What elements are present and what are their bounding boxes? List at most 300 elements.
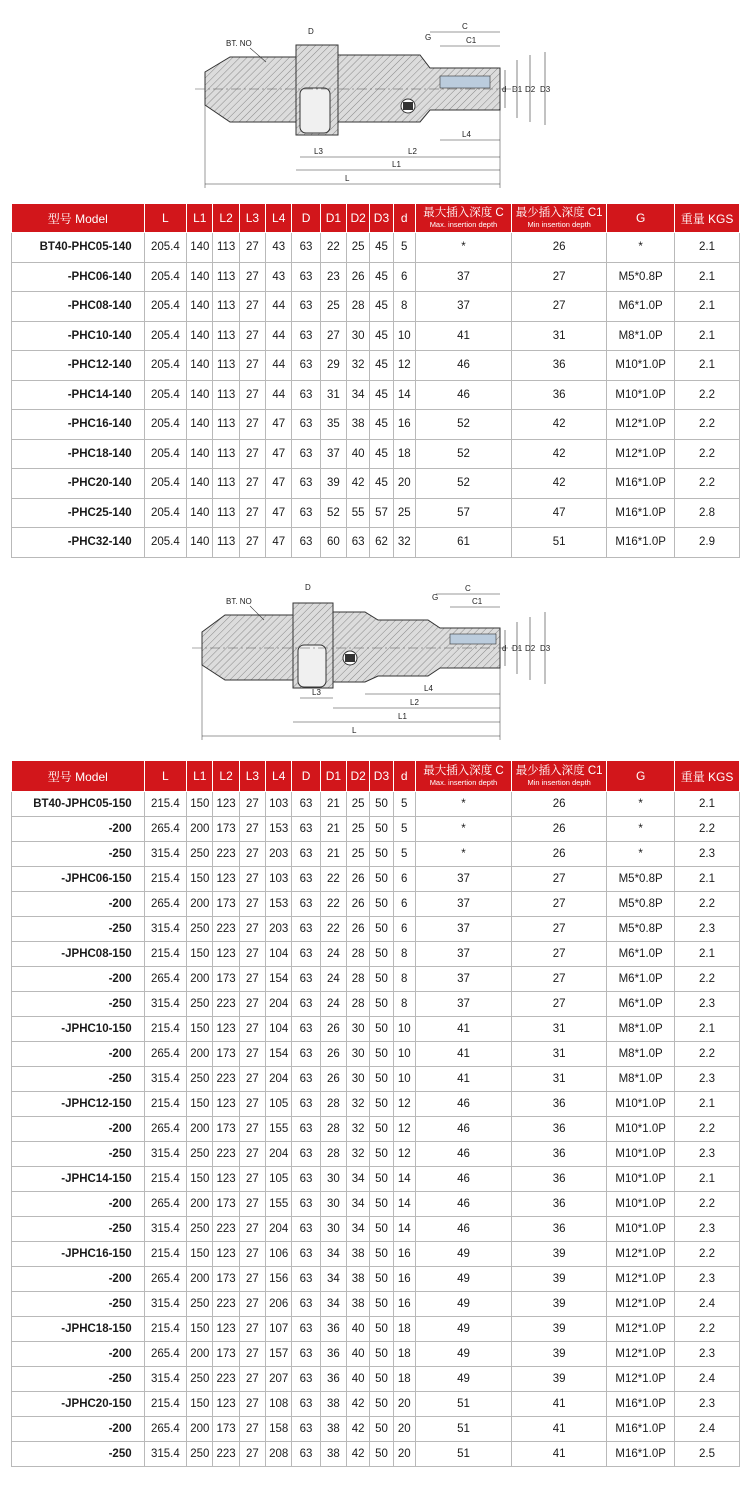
cell-l4: 158 xyxy=(266,1417,292,1442)
cell-d-flange: 63 xyxy=(292,817,320,842)
cell-l1: 140 xyxy=(187,439,213,469)
cell-weight: 2.3 xyxy=(675,1067,740,1092)
cell-l1: 200 xyxy=(187,1192,213,1217)
cell-l2: 173 xyxy=(213,967,239,992)
cell-l: 315.4 xyxy=(144,1067,187,1092)
cell-max-insertion: 46 xyxy=(415,1092,511,1117)
cell-d2: 34 xyxy=(347,1167,370,1192)
cell-l3: 27 xyxy=(239,917,265,942)
cell-model: -PHC12-140 xyxy=(12,351,145,381)
cell-g: M16*1.0P xyxy=(607,1417,675,1442)
cell-g: M12*1.0P xyxy=(607,1267,675,1292)
cell-weight: 2.3 xyxy=(675,1217,740,1242)
dim-g: G xyxy=(432,593,439,602)
cell-l2: 123 xyxy=(213,942,239,967)
cell-d-flange: 63 xyxy=(292,1242,320,1267)
cell-l: 205.4 xyxy=(144,351,187,381)
cell-d-flange: 63 xyxy=(292,469,320,499)
dim-d1: D1 xyxy=(512,644,523,653)
cell-l3: 27 xyxy=(239,867,265,892)
cell-d1: 28 xyxy=(320,1142,346,1167)
cell-d2: 32 xyxy=(347,351,370,381)
dim-d-flange: D xyxy=(305,583,311,592)
cell-weight: 2.2 xyxy=(675,1042,740,1067)
cell-max-insertion: 51 xyxy=(415,1442,511,1467)
cell-weight: 2.1 xyxy=(675,351,740,381)
cell-d3: 50 xyxy=(370,1392,393,1417)
cell-d-flange: 63 xyxy=(292,1317,320,1342)
dim-small-d: d xyxy=(502,644,507,653)
table-row xyxy=(12,892,740,917)
cell-l4: 44 xyxy=(266,292,292,322)
cell-model: -PHC06-140 xyxy=(12,262,145,292)
cell-max-insertion: 46 xyxy=(415,1142,511,1167)
cell-g: M6*1.0P xyxy=(607,992,675,1017)
table-row xyxy=(12,1417,740,1442)
cell-weight: 2.1 xyxy=(675,321,740,351)
col-l: L xyxy=(144,761,187,792)
cell-l3: 27 xyxy=(239,1192,265,1217)
cell-l2: 173 xyxy=(213,1192,239,1217)
cell-model: -PHC08-140 xyxy=(12,292,145,322)
cell-min-insertion: 39 xyxy=(512,1267,607,1292)
cell-d2: 38 xyxy=(347,1292,370,1317)
cell-d2: 28 xyxy=(347,292,370,322)
table-row xyxy=(12,1317,740,1342)
cell-l2: 223 xyxy=(213,1442,239,1467)
cell-d3: 50 xyxy=(370,1142,393,1167)
table-row xyxy=(12,498,740,528)
cell-l1: 150 xyxy=(187,1317,213,1342)
cell-l: 265.4 xyxy=(144,1417,187,1442)
cell-d3: 50 xyxy=(370,1342,393,1367)
cell-weight: 2.3 xyxy=(675,1267,740,1292)
cell-min-insertion: 39 xyxy=(512,1342,607,1367)
cell-max-insertion: 37 xyxy=(415,942,511,967)
col-l4: L4 xyxy=(266,204,292,233)
cell-weight: 2.2 xyxy=(675,1242,740,1267)
cell-max-insertion: 46 xyxy=(415,1217,511,1242)
cell-small-d: 8 xyxy=(393,967,415,992)
cell-l: 205.4 xyxy=(144,410,187,440)
cell-d1: 23 xyxy=(320,262,346,292)
cell-d2: 40 xyxy=(347,1367,370,1392)
bt-label: BT. NO xyxy=(226,39,252,48)
table-row xyxy=(12,1442,740,1467)
table-row xyxy=(12,1267,740,1292)
cell-weight: 2.1 xyxy=(675,1167,740,1192)
cell-l4: 207 xyxy=(266,1367,292,1392)
cell-small-d: 18 xyxy=(393,1317,415,1342)
table-row xyxy=(12,1192,740,1217)
cell-d1: 28 xyxy=(320,1092,346,1117)
cell-d2: 28 xyxy=(347,992,370,1017)
cell-l3: 27 xyxy=(239,1342,265,1367)
cell-d3: 50 xyxy=(370,1442,393,1467)
cell-g: M10*1.0P xyxy=(607,380,675,410)
cell-d3: 50 xyxy=(370,967,393,992)
cell-d3: 45 xyxy=(370,469,393,499)
cell-d1: 24 xyxy=(320,992,346,1017)
cell-l1: 250 xyxy=(187,917,213,942)
cell-l1: 140 xyxy=(187,321,213,351)
cell-d3: 50 xyxy=(370,1017,393,1042)
cell-l2: 223 xyxy=(213,1142,239,1167)
cell-g: M12*1.0P xyxy=(607,439,675,469)
cell-l: 205.4 xyxy=(144,262,187,292)
cell-g: * xyxy=(607,792,675,817)
cell-l3: 27 xyxy=(239,942,265,967)
cell-d3: 50 xyxy=(370,867,393,892)
col-d2: D2 xyxy=(347,761,370,792)
cell-weight: 2.3 xyxy=(675,1342,740,1367)
cell-small-d: 25 xyxy=(393,498,415,528)
cell-l: 215.4 xyxy=(144,1242,187,1267)
cell-l2: 173 xyxy=(213,817,239,842)
cell-l2: 223 xyxy=(213,1067,239,1092)
cell-d3: 45 xyxy=(370,292,393,322)
cell-l2: 173 xyxy=(213,892,239,917)
cell-d3: 50 xyxy=(370,892,393,917)
cell-weight: 2.2 xyxy=(675,410,740,440)
cell-l1: 140 xyxy=(187,410,213,440)
cell-d2: 38 xyxy=(347,1242,370,1267)
cell-d2: 42 xyxy=(347,1392,370,1417)
cell-d-flange: 63 xyxy=(292,1342,320,1367)
cell-d3: 50 xyxy=(370,1167,393,1192)
table-row xyxy=(12,469,740,499)
table-row xyxy=(12,817,740,842)
cell-weight: 2.2 xyxy=(675,1117,740,1142)
cell-d1: 37 xyxy=(320,439,346,469)
cell-l: 215.4 xyxy=(144,1092,187,1117)
cell-l4: 155 xyxy=(266,1192,292,1217)
cell-model: -200 xyxy=(12,817,145,842)
cell-l4: 204 xyxy=(266,1142,292,1167)
cell-l1: 150 xyxy=(187,1392,213,1417)
cell-l2: 123 xyxy=(213,1392,239,1417)
dim-l: L xyxy=(352,726,357,735)
cell-weight: 2.3 xyxy=(675,1142,740,1167)
cell-small-d: 12 xyxy=(393,1117,415,1142)
cell-model: -JPHC12-150 xyxy=(12,1092,145,1117)
cell-small-d: 10 xyxy=(393,1017,415,1042)
col-l: L xyxy=(144,204,187,233)
cell-small-d: 14 xyxy=(393,1192,415,1217)
cell-d-flange: 63 xyxy=(292,842,320,867)
col-d-flange: D xyxy=(292,204,320,233)
cell-max-insertion: 49 xyxy=(415,1317,511,1342)
cell-weight: 2.4 xyxy=(675,1367,740,1392)
cell-l4: 104 xyxy=(266,942,292,967)
cell-l: 265.4 xyxy=(144,1342,187,1367)
col-l3: L3 xyxy=(239,761,265,792)
cell-d-flange: 63 xyxy=(292,1092,320,1117)
cell-d2: 25 xyxy=(347,817,370,842)
cell-d1: 27 xyxy=(320,321,346,351)
cell-d1: 21 xyxy=(320,817,346,842)
cell-d3: 45 xyxy=(370,262,393,292)
cell-max-insertion: 37 xyxy=(415,992,511,1017)
cell-min-insertion: 27 xyxy=(512,867,607,892)
cell-d2: 30 xyxy=(347,321,370,351)
cell-d-flange: 63 xyxy=(292,1017,320,1042)
cell-small-d: 10 xyxy=(393,1067,415,1092)
cell-l1: 250 xyxy=(187,1367,213,1392)
cell-model: -250 xyxy=(12,1142,145,1167)
table-row xyxy=(12,992,740,1017)
cell-d1: 36 xyxy=(320,1317,346,1342)
cell-d1: 21 xyxy=(320,842,346,867)
cell-d2: 32 xyxy=(347,1117,370,1142)
cell-l1: 200 xyxy=(187,1117,213,1142)
cell-g: M6*1.0P xyxy=(607,967,675,992)
cell-d3: 50 xyxy=(370,1042,393,1067)
cell-min-insertion: 36 xyxy=(512,380,607,410)
cell-min-insertion: 27 xyxy=(512,262,607,292)
cell-max-insertion: 51 xyxy=(415,1392,511,1417)
cell-g: M10*1.0P xyxy=(607,1142,675,1167)
table-row xyxy=(12,792,740,817)
cell-weight: 2.1 xyxy=(675,942,740,967)
cell-d-flange: 63 xyxy=(292,942,320,967)
table-row xyxy=(12,1242,740,1267)
cell-g: M10*1.0P xyxy=(607,1192,675,1217)
dim-l1: L1 xyxy=(398,712,407,721)
cell-l: 315.4 xyxy=(144,1442,187,1467)
cell-l3: 27 xyxy=(239,351,265,381)
cell-l1: 200 xyxy=(187,817,213,842)
dim-d3: D3 xyxy=(540,644,551,653)
bt-label: BT. NO xyxy=(226,597,252,606)
cell-weight: 2.2 xyxy=(675,469,740,499)
table-row xyxy=(12,1392,740,1417)
cell-d2: 26 xyxy=(347,867,370,892)
cell-d2: 40 xyxy=(347,1342,370,1367)
cell-d2: 38 xyxy=(347,410,370,440)
cell-weight: 2.2 xyxy=(675,380,740,410)
cell-l1: 200 xyxy=(187,892,213,917)
dim-g: G xyxy=(425,33,432,42)
cell-l2: 223 xyxy=(213,1217,239,1242)
cell-min-insertion: 26 xyxy=(512,233,607,263)
cell-d1: 60 xyxy=(320,528,346,558)
cell-min-insertion: 27 xyxy=(512,967,607,992)
cell-d-flange: 63 xyxy=(292,1292,320,1317)
cell-l: 315.4 xyxy=(144,1142,187,1167)
cell-model: -250 xyxy=(12,1442,145,1467)
cell-max-insertion: * xyxy=(415,817,511,842)
cell-small-d: 12 xyxy=(393,1142,415,1167)
cell-l4: 153 xyxy=(266,817,292,842)
cell-l4: 43 xyxy=(266,262,292,292)
cell-d1: 52 xyxy=(320,498,346,528)
cell-l4: 203 xyxy=(266,842,292,867)
cell-d1: 34 xyxy=(320,1242,346,1267)
cell-min-insertion: 42 xyxy=(512,439,607,469)
table-row xyxy=(12,233,740,263)
cell-model: -PHC20-140 xyxy=(12,469,145,499)
cell-g: M12*1.0P xyxy=(607,410,675,440)
cell-d2: 32 xyxy=(347,1092,370,1117)
dim-l4: L4 xyxy=(424,684,433,693)
cell-g: M16*1.0P xyxy=(607,498,675,528)
cell-l1: 140 xyxy=(187,292,213,322)
col-model: 型号 Model xyxy=(12,761,145,792)
cell-g: M12*1.0P xyxy=(607,1292,675,1317)
cell-small-d: 5 xyxy=(393,842,415,867)
dim-d2: D2 xyxy=(525,644,536,653)
cell-l3: 27 xyxy=(239,992,265,1017)
col-small-d: d xyxy=(393,761,415,792)
cell-min-insertion: 31 xyxy=(512,321,607,351)
cell-small-d: 12 xyxy=(393,351,415,381)
table-row xyxy=(12,842,740,867)
cell-d2: 40 xyxy=(347,1317,370,1342)
cell-small-d: 16 xyxy=(393,410,415,440)
cell-l: 215.4 xyxy=(144,1167,187,1192)
cell-small-d: 8 xyxy=(393,992,415,1017)
cell-min-insertion: 42 xyxy=(512,469,607,499)
cell-l4: 154 xyxy=(266,1042,292,1067)
cell-l: 265.4 xyxy=(144,892,187,917)
cell-model: -JPHC16-150 xyxy=(12,1242,145,1267)
cell-g: M8*1.0P xyxy=(607,1042,675,1067)
cell-l3: 27 xyxy=(239,1442,265,1467)
col-model: 型号 Model xyxy=(12,204,145,233)
cell-l4: 203 xyxy=(266,917,292,942)
dim-l4: L4 xyxy=(462,130,471,139)
cell-l1: 140 xyxy=(187,380,213,410)
cell-model: -PHC18-140 xyxy=(12,439,145,469)
cell-l4: 108 xyxy=(266,1392,292,1417)
cell-d3: 50 xyxy=(370,1317,393,1342)
table-row xyxy=(12,917,740,942)
table-row xyxy=(12,262,740,292)
cell-model: -200 xyxy=(12,1192,145,1217)
cell-l4: 104 xyxy=(266,1017,292,1042)
cell-d-flange: 63 xyxy=(292,967,320,992)
cell-g: * xyxy=(607,817,675,842)
cell-d3: 50 xyxy=(370,917,393,942)
cell-small-d: 6 xyxy=(393,867,415,892)
cell-model: -PHC25-140 xyxy=(12,498,145,528)
cell-d3: 50 xyxy=(370,1117,393,1142)
cell-d-flange: 63 xyxy=(292,992,320,1017)
cell-max-insertion: 37 xyxy=(415,917,511,942)
cell-l4: 103 xyxy=(266,867,292,892)
table-row xyxy=(12,528,740,558)
cell-l2: 123 xyxy=(213,1317,239,1342)
col-min-insertion xyxy=(512,204,607,233)
cell-l2: 123 xyxy=(213,1242,239,1267)
cell-d1: 24 xyxy=(320,942,346,967)
cell-l4: 103 xyxy=(266,792,292,817)
cell-d3: 50 xyxy=(370,1242,393,1267)
cell-l4: 47 xyxy=(266,410,292,440)
cell-l: 265.4 xyxy=(144,1267,187,1292)
cell-model: -250 xyxy=(12,1217,145,1242)
cell-min-insertion: 26 xyxy=(512,792,607,817)
dim-l3: L3 xyxy=(312,688,321,697)
cell-l2: 113 xyxy=(213,262,239,292)
cell-small-d: 12 xyxy=(393,1092,415,1117)
cell-model: -250 xyxy=(12,1292,145,1317)
cell-g: M5*0.8P xyxy=(607,892,675,917)
table-row xyxy=(12,867,740,892)
cell-l: 205.4 xyxy=(144,528,187,558)
cell-d1: 26 xyxy=(320,1017,346,1042)
cell-d3: 45 xyxy=(370,439,393,469)
cell-small-d: 10 xyxy=(393,321,415,351)
cell-d1: 39 xyxy=(320,469,346,499)
cell-max-insertion: * xyxy=(415,842,511,867)
cell-g: M12*1.0P xyxy=(607,1342,675,1367)
cell-max-insertion: 41 xyxy=(415,321,511,351)
cell-d3: 62 xyxy=(370,528,393,558)
cell-g: M5*0.8P xyxy=(607,917,675,942)
cell-min-insertion: 41 xyxy=(512,1442,607,1467)
cell-l3: 27 xyxy=(239,262,265,292)
cell-d2: 63 xyxy=(347,528,370,558)
cell-d3: 50 xyxy=(370,1267,393,1292)
cell-d3: 45 xyxy=(370,351,393,381)
cell-l1: 150 xyxy=(187,867,213,892)
cell-l1: 150 xyxy=(187,1242,213,1267)
cell-model: -200 xyxy=(12,1267,145,1292)
cell-d-flange: 63 xyxy=(292,262,320,292)
cell-d2: 42 xyxy=(347,1417,370,1442)
col-l1: L1 xyxy=(187,204,213,233)
cell-d3: 50 xyxy=(370,817,393,842)
cell-small-d: 16 xyxy=(393,1267,415,1292)
cell-l3: 27 xyxy=(239,321,265,351)
cell-model: -JPHC10-150 xyxy=(12,1017,145,1042)
cell-l3: 27 xyxy=(239,410,265,440)
table-row xyxy=(12,1142,740,1167)
cell-min-insertion: 41 xyxy=(512,1392,607,1417)
col-max-insertion xyxy=(415,204,511,233)
dim-c1: C1 xyxy=(466,36,477,45)
dim-l1: L1 xyxy=(392,160,401,169)
col-d-flange: D xyxy=(292,761,320,792)
cell-l1: 200 xyxy=(187,1267,213,1292)
cell-l: 205.4 xyxy=(144,439,187,469)
cell-small-d: 5 xyxy=(393,233,415,263)
cell-d-flange: 63 xyxy=(292,1417,320,1442)
cell-l3: 27 xyxy=(239,292,265,322)
cell-l3: 27 xyxy=(239,1392,265,1417)
cell-d-flange: 63 xyxy=(292,498,320,528)
cell-l4: 47 xyxy=(266,439,292,469)
cell-l: 315.4 xyxy=(144,1292,187,1317)
cell-model: -250 xyxy=(12,992,145,1017)
cell-g: * xyxy=(607,842,675,867)
drawing-bt40-phc xyxy=(0,0,750,195)
cell-d2: 25 xyxy=(347,792,370,817)
cell-small-d: 16 xyxy=(393,1242,415,1267)
cell-l2: 113 xyxy=(213,528,239,558)
cell-l3: 27 xyxy=(239,528,265,558)
cell-d3: 45 xyxy=(370,321,393,351)
cell-d1: 38 xyxy=(320,1442,346,1467)
cell-weight: 2.4 xyxy=(675,1417,740,1442)
cell-d1: 24 xyxy=(320,967,346,992)
cell-g: M10*1.0P xyxy=(607,1167,675,1192)
cell-l3: 27 xyxy=(239,1217,265,1242)
cell-max-insertion: 52 xyxy=(415,410,511,440)
cell-max-insertion: 41 xyxy=(415,1017,511,1042)
